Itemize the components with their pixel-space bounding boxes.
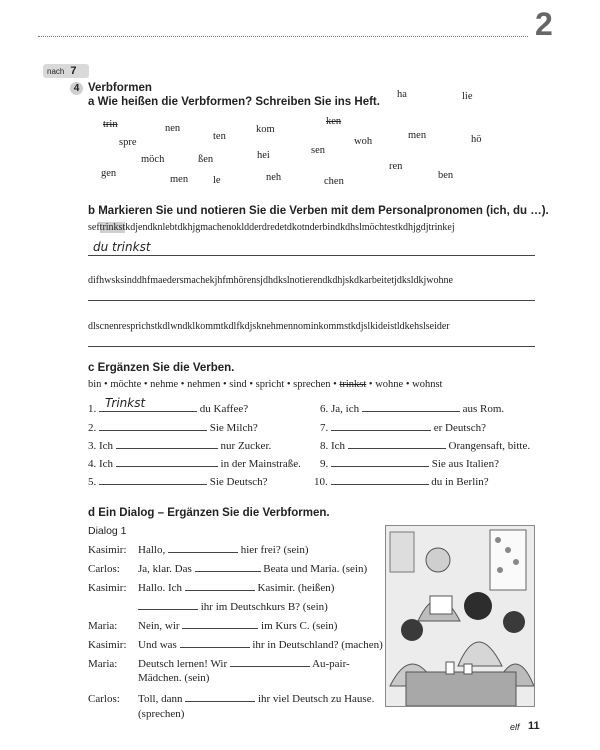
item-number: 3. <box>88 440 97 452</box>
dialog-text: Deutsch lernen! Wir <box>138 658 228 670</box>
item-text: er Deutsch? <box>433 422 486 434</box>
syllable: nen <box>165 123 181 134</box>
fill-item-7 <box>320 420 486 434</box>
dialog-line <box>88 580 334 594</box>
syllable: gen <box>101 168 117 179</box>
word-bank-text: bin • möchte • nehme • nehmen • sind • spricht • sprechen • <box>88 379 337 390</box>
dialog-text: hier frei? (sein) <box>240 544 309 556</box>
answer-blank[interactable] <box>182 618 258 629</box>
dialog-text: Hallo, <box>138 544 166 556</box>
page-number: 11 <box>528 720 540 732</box>
speaker: Kasimir: <box>88 582 127 594</box>
dialog-text: im Kurs C. (sein) <box>261 620 338 632</box>
syllable: ben <box>438 170 454 181</box>
speaker: Carlos: <box>88 563 120 575</box>
word-bank-struck-word: trinkst <box>339 379 367 390</box>
fill-item-8 <box>320 438 530 452</box>
syllable: chen <box>324 176 344 187</box>
answer-blank[interactable] <box>99 474 207 485</box>
item-text: Sie aus Italien? <box>431 458 499 470</box>
lesson-tab-label: nach <box>47 67 65 76</box>
header-dotted-rule <box>38 36 528 37</box>
highlighted-verb: trinkst <box>99 222 126 233</box>
answer-blank[interactable] <box>99 396 197 412</box>
syllable: hö <box>471 134 482 145</box>
part-a-instruction: a Wie heißen die Verbformen? Schreiben Sie ins Heft. <box>88 96 380 108</box>
letter-string-3: dlscnenresprichstkdlwndklkommtkdlfkdjsknehmennominkommstkdjslkideistldkehslseider <box>88 321 450 332</box>
cafe-scene-drawing <box>386 526 534 706</box>
chapter-number: 2 <box>535 6 553 42</box>
dialog-line <box>88 618 337 632</box>
dialog-title: Dialog 1 <box>88 525 127 537</box>
answer-line[interactable] <box>88 300 535 301</box>
fill-item-1 <box>88 396 249 415</box>
dialog-text: Au-pair- <box>312 658 350 670</box>
syllable: woh <box>354 136 373 147</box>
speaker: Kasimir: <box>88 544 127 556</box>
fill-item-9 <box>320 456 499 470</box>
answer-blank[interactable] <box>348 438 446 449</box>
item-text: aus Rom. <box>462 403 505 415</box>
exercise-number: 4 <box>70 82 83 95</box>
answer-blank[interactable] <box>331 456 429 467</box>
syllable: ten <box>213 131 226 142</box>
syllable: ren <box>389 161 403 172</box>
syllable: lie <box>462 91 473 102</box>
item-text: du in Berlin? <box>431 476 489 488</box>
part-d-instruction: d Ein Dialog – Ergänzen Sie die Verbformen. <box>88 507 330 519</box>
dialog-text: ihr viel Deutsch zu Hause. <box>257 693 375 705</box>
syllable: neh <box>266 172 282 183</box>
dialog-text: ihr in Deutschland? (machen) <box>252 639 383 651</box>
item-text: Ich <box>331 440 346 452</box>
answer-blank[interactable] <box>99 420 207 431</box>
answer-blank[interactable] <box>185 580 255 591</box>
item-number: 6. <box>320 403 329 415</box>
part-b-instruction: b Markieren Sie und notieren Sie die Verben mit dem Personalpronomen (ich, du …). <box>88 205 549 217</box>
dialog-text: ihr im Deutschkurs B? (sein) <box>200 601 328 613</box>
dialog-text: Kasimir. (heißen) <box>257 582 335 594</box>
answer-handwritten: du trinkst <box>93 240 151 254</box>
item-text: Sie Milch? <box>209 422 258 434</box>
answer-blank[interactable] <box>116 438 218 449</box>
item-text: nur Zucker. <box>220 440 272 452</box>
part-c-instruction: c Ergänzen Sie die Verben. <box>88 362 235 374</box>
syllable: men <box>170 174 189 185</box>
letter-string-text: sef <box>88 222 100 233</box>
dialog-text: Mädchen. (sein) <box>138 672 210 684</box>
syllable: trin <box>103 119 118 130</box>
syllable: spre <box>119 137 137 148</box>
page-word: elf <box>510 722 520 732</box>
fill-item-6 <box>320 401 504 415</box>
speaker: Kasimir: <box>88 639 127 651</box>
syllable: möch <box>141 154 165 165</box>
answer-line[interactable] <box>88 255 535 256</box>
dialog-text: (sprechen) <box>138 708 185 720</box>
dialog-line <box>138 672 209 684</box>
word-bank-text: • wohne • wohnst <box>368 379 443 390</box>
answer-blank[interactable] <box>195 561 261 572</box>
dialog-line <box>138 708 184 720</box>
syllable: ßen <box>198 154 214 165</box>
syllable: le <box>213 175 221 186</box>
letter-string-1 <box>88 222 455 233</box>
answer-blank[interactable] <box>168 542 238 553</box>
syllable: hei <box>257 150 270 161</box>
dialog-text: Ja, klar. Das <box>138 563 192 575</box>
speaker: Maria: <box>88 620 118 632</box>
answer-blank[interactable] <box>116 456 218 467</box>
answer-blank[interactable] <box>331 474 429 485</box>
answer-handwritten: Trinkst <box>105 396 146 410</box>
answer-blank[interactable] <box>230 656 310 667</box>
item-number: 2. <box>88 422 97 434</box>
answer-line[interactable] <box>88 346 535 347</box>
item-text: Ich <box>99 440 114 452</box>
item-number: 10. <box>314 476 328 488</box>
item-text: du Kaffee? <box>199 403 249 415</box>
dialog-line <box>88 656 350 670</box>
illustration-cafe-scene <box>385 525 535 707</box>
dialog-line <box>88 637 383 651</box>
answer-blank[interactable] <box>185 691 255 702</box>
item-text: Ja, ich <box>331 403 360 415</box>
speaker: Carlos: <box>88 693 120 705</box>
syllable: ha <box>397 89 407 100</box>
lesson-tab-number: 7 <box>70 65 77 77</box>
fill-item-4 <box>88 456 301 470</box>
item-text: Ich <box>99 458 114 470</box>
dialog-line <box>88 691 374 705</box>
answer-blank[interactable] <box>138 599 198 610</box>
item-text: Orangensaft, bitte. <box>448 440 531 452</box>
fill-item-3 <box>88 438 271 452</box>
dialog-text: Nein, wir <box>138 620 180 632</box>
speaker: Maria: <box>88 658 118 670</box>
item-number: 7. <box>320 422 329 434</box>
answer-blank[interactable] <box>180 637 250 648</box>
item-text: in der Mainstraße. <box>220 458 301 470</box>
dialog-text: Und was <box>138 639 177 651</box>
dialog-line <box>138 599 328 613</box>
fill-item-5 <box>88 474 267 488</box>
dialog-text: Hallo. Ich <box>138 582 182 594</box>
syllable: kom <box>256 124 275 135</box>
dialog-text: Beata und Maria. (sein) <box>263 563 368 575</box>
dialog-line <box>88 542 309 556</box>
syllable: ken <box>326 116 342 127</box>
syllable: men <box>408 130 427 141</box>
item-number: 5. <box>88 476 97 488</box>
word-bank <box>88 379 442 390</box>
lesson-tab <box>43 64 89 78</box>
item-number: 4. <box>88 458 97 470</box>
item-number: 9. <box>320 458 329 470</box>
item-number: 8. <box>320 440 329 452</box>
syllable: sen <box>311 145 325 156</box>
letter-string-text: kdjendknlebtdkhjgmachenokldderdredetdkotnderbindkdhslmöchtestkdhjgdjtrinkej <box>125 222 455 233</box>
item-text: Sie Deutsch? <box>209 476 268 488</box>
exercise-title: Verbformen <box>88 82 152 94</box>
answer-blank[interactable] <box>331 420 431 431</box>
answer-blank[interactable] <box>362 401 460 412</box>
item-number: 1. <box>88 403 97 415</box>
dialog-line <box>88 561 367 575</box>
fill-item-10 <box>314 474 489 488</box>
letter-string-2: difhwsksinddhfmaedersmachekjhfmhörensjdhdkslnotierendkdhjskdkarbeitetjdksldkjwohne <box>88 275 453 286</box>
fill-item-2 <box>88 420 258 434</box>
dialog-text: Toll, dann <box>138 693 183 705</box>
